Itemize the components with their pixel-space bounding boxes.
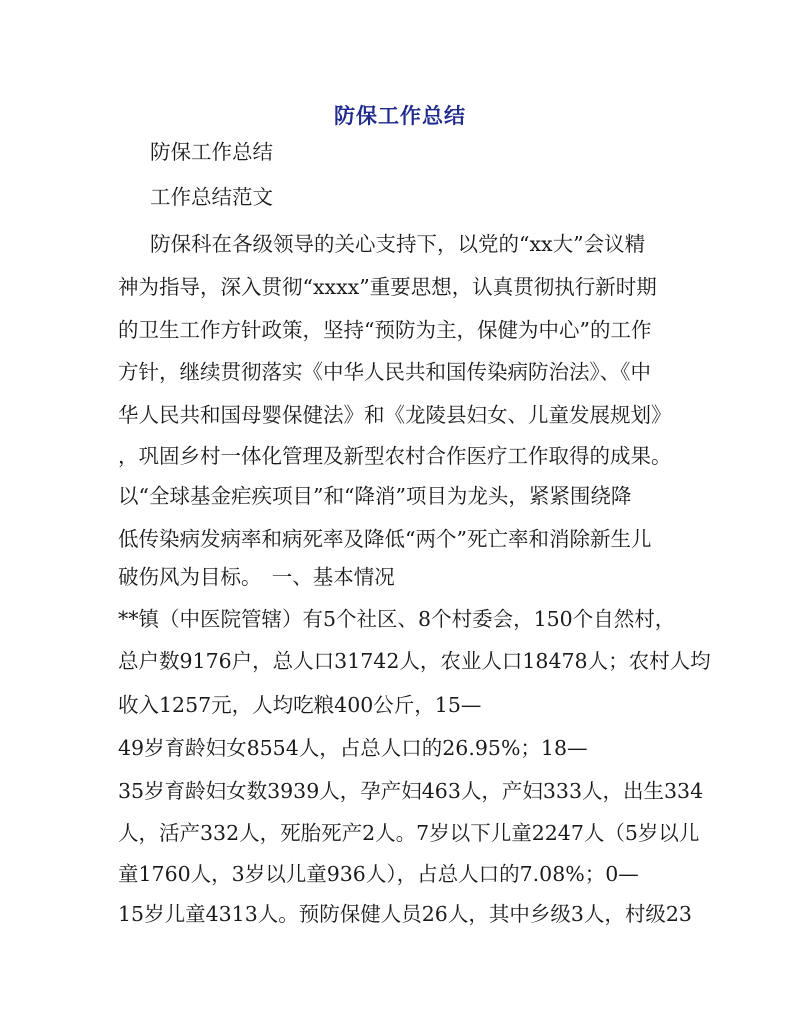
document-title: 防保工作总结: [334, 104, 466, 128]
paragraph-line: 防保科在各级领导的关心支持下，以党的“xx大”会议精: [150, 232, 646, 256]
subtitle-line: 防保工作总结: [150, 140, 273, 164]
paragraph-line: 收入1257元，人均吃粮400公斤，15—: [118, 693, 482, 717]
paragraph-line: 49岁育龄妇女8554人，占总人口的26.95%；18—: [118, 736, 588, 760]
paragraph-line: ，巩固乡村一体化管理及新型农村合作医疗工作取得的成果。: [118, 444, 672, 468]
paragraph-line: 的卫生工作方针政策，坚持“预防为主，保健为中心”的工作: [118, 318, 652, 342]
paragraph-line: 神为指导，深入贯彻“xxxx”重要思想，认真贯彻执行新时期: [118, 275, 657, 299]
paragraph-line: 35岁育龄妇女数3939人，孕产妇463人，产妇333人，出生334: [118, 779, 704, 803]
paragraph-line: 15岁儿童4313人。预防保健人员26人，其中乡级3人，村级23: [118, 902, 692, 926]
paragraph-line: 童1760人，3岁以儿童936人），占总人口的7.08%；0—: [118, 862, 639, 886]
paragraph-line: 华人民共和国母婴保健法》和《龙陵县妇女、儿童发展规划》: [118, 403, 672, 427]
paragraph-line: 低传染病发病率和病死率及降低“两个”死亡率和消除新生儿: [118, 527, 652, 551]
paragraph-line: 总户数9176户，总人口31742人，农业人口18478人；农村人均: [118, 649, 711, 673]
paragraph-line: 人，活产332人，死胎死产2人。7岁以下儿童2247人（5岁以儿: [118, 821, 700, 845]
paragraph-line: **镇（中医院管辖）有5个社区、8个村委会，150个自然村，: [118, 607, 676, 631]
paragraph-line: 以“全球基金疟疾项目”和“降消”项目为龙头，紧紧围绕降: [118, 484, 632, 508]
subtitle-line: 工作总结范文: [150, 185, 273, 209]
paragraph-line: 破伤风为目标。 一、基本情况: [118, 565, 395, 589]
paragraph-line: 方针，继续贯彻落实《中华人民共和国传染病防治法》、《中: [118, 360, 651, 384]
